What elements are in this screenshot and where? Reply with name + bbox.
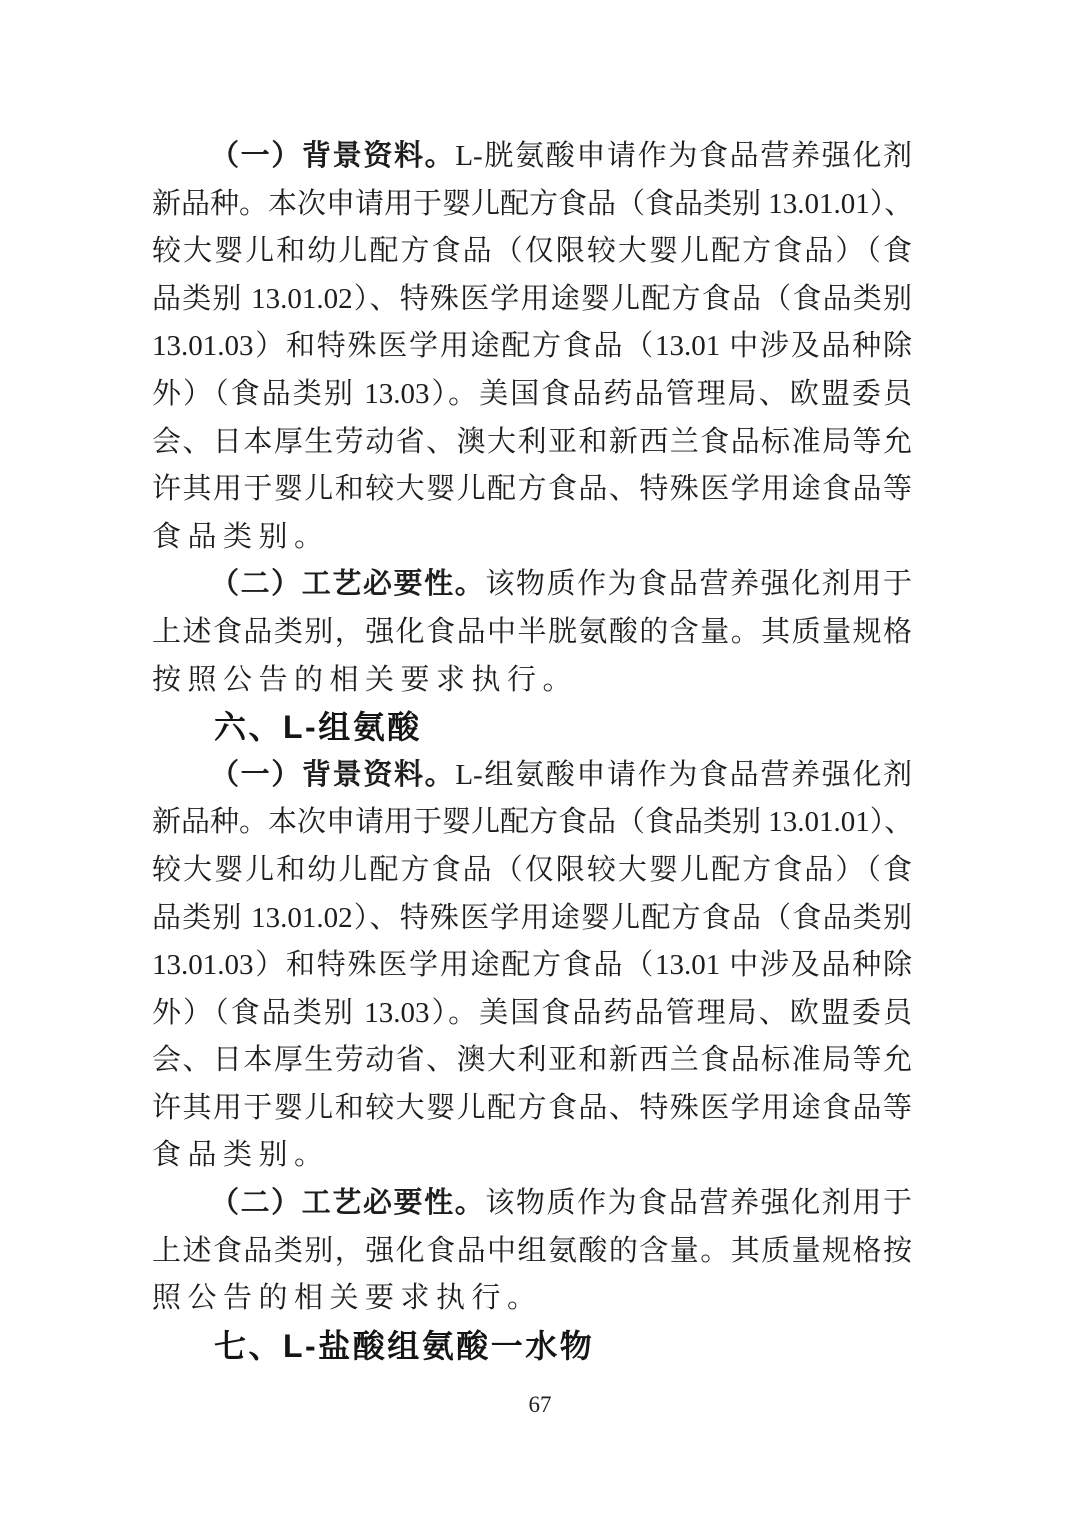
document-body bbox=[152, 133, 912, 1370]
text-line: 会、日本厚生劳动省、澳大利亚和新西兰食品标准局等允 bbox=[152, 1044, 912, 1077]
text-line bbox=[152, 752, 912, 800]
text-line: 外）（食品类别 13.03）。美国食品药品管理局、欧盟委员 bbox=[152, 996, 912, 1029]
text-line: 较大婴儿和幼儿配方食品（仅限较大婴儿配方食品）（食 bbox=[152, 853, 912, 886]
page-number: 67 bbox=[528, 1392, 552, 1417]
text-line: 照公告的相关要求执行。 bbox=[152, 1282, 543, 1315]
paragraph-lead: （一）背景资料。 bbox=[210, 758, 456, 791]
text-line: 新品种。本次申请用于婴儿配方食品（食品类别 13.01.01）、 bbox=[152, 806, 914, 839]
text-line: 新品种。本次申请用于婴儿配方食品（食品类别 13.01.01）、 bbox=[152, 187, 914, 220]
text-line: 会、日本厚生劳动省、澳大利亚和新西兰食品标准局等允 bbox=[152, 425, 912, 458]
paragraph-lead: （一）背景资料。 bbox=[210, 140, 456, 172]
text-line: 按照公告的相关要求执行。 bbox=[152, 663, 579, 696]
paragraph bbox=[152, 752, 912, 1180]
text-line bbox=[152, 133, 912, 181]
paragraph-lead-rest: L-组氨酸申请作为食品营养强化剂 bbox=[455, 758, 912, 791]
paragraph-lead: （二）工艺必要性。 bbox=[210, 1187, 486, 1220]
text-line: 13.01.03）和特殊医学用途配方食品（13.01 中涉及品种除 bbox=[152, 330, 912, 363]
paragraph-lead-rest: 该物质作为食品营养强化剂用于 bbox=[485, 1187, 912, 1220]
text-line: 许其用于婴儿和较大婴儿配方食品、特殊医学用途食品等 bbox=[152, 473, 912, 506]
paragraph bbox=[152, 133, 912, 561]
text-line bbox=[152, 561, 912, 609]
text-line: 较大婴儿和幼儿配方食品（仅限较大婴儿配方食品）（食 bbox=[152, 235, 912, 268]
paragraph-lead-rest: L-胱氨酸申请作为食品营养强化剂 bbox=[455, 140, 912, 172]
text-line: 上述食品类别，强化食品中半胱氨酸的含量。其质量规格 bbox=[152, 615, 912, 648]
text-line: 食品类别。 bbox=[152, 520, 330, 553]
text-line: 13.01.03）和特殊医学用途配方食品（13.01 中涉及品种除 bbox=[152, 949, 912, 982]
text-line: 外）（食品类别 13.03）。美国食品药品管理局、欧盟委员 bbox=[152, 377, 912, 410]
paragraph-lead: （二）工艺必要性。 bbox=[210, 568, 486, 601]
paragraph bbox=[152, 1180, 912, 1323]
text-line: 许其用于婴儿和较大婴儿配方食品、特殊医学用途食品等 bbox=[152, 1091, 912, 1124]
text-line: 品类别 13.01.02）、特殊医学用途婴儿配方食品（食品类别 bbox=[152, 282, 912, 315]
section-heading: 七、L-盐酸组氨酸一水物 bbox=[214, 1327, 595, 1364]
text-line: 上述食品类别，强化食品中组氨酸的含量。其质量规格按 bbox=[152, 1234, 912, 1267]
text-line bbox=[152, 1180, 912, 1228]
text-line: 品类别 13.01.02）、特殊医学用途婴儿配方食品（食品类别 bbox=[152, 901, 912, 934]
paragraph bbox=[152, 561, 912, 704]
page-footer bbox=[0, 1392, 1080, 1418]
paragraph-lead-rest: 该物质作为食品营养强化剂用于 bbox=[485, 568, 912, 601]
section-heading: 六、L-组氨酸 bbox=[214, 709, 422, 746]
text-line: 食品类别。 bbox=[152, 1139, 330, 1172]
